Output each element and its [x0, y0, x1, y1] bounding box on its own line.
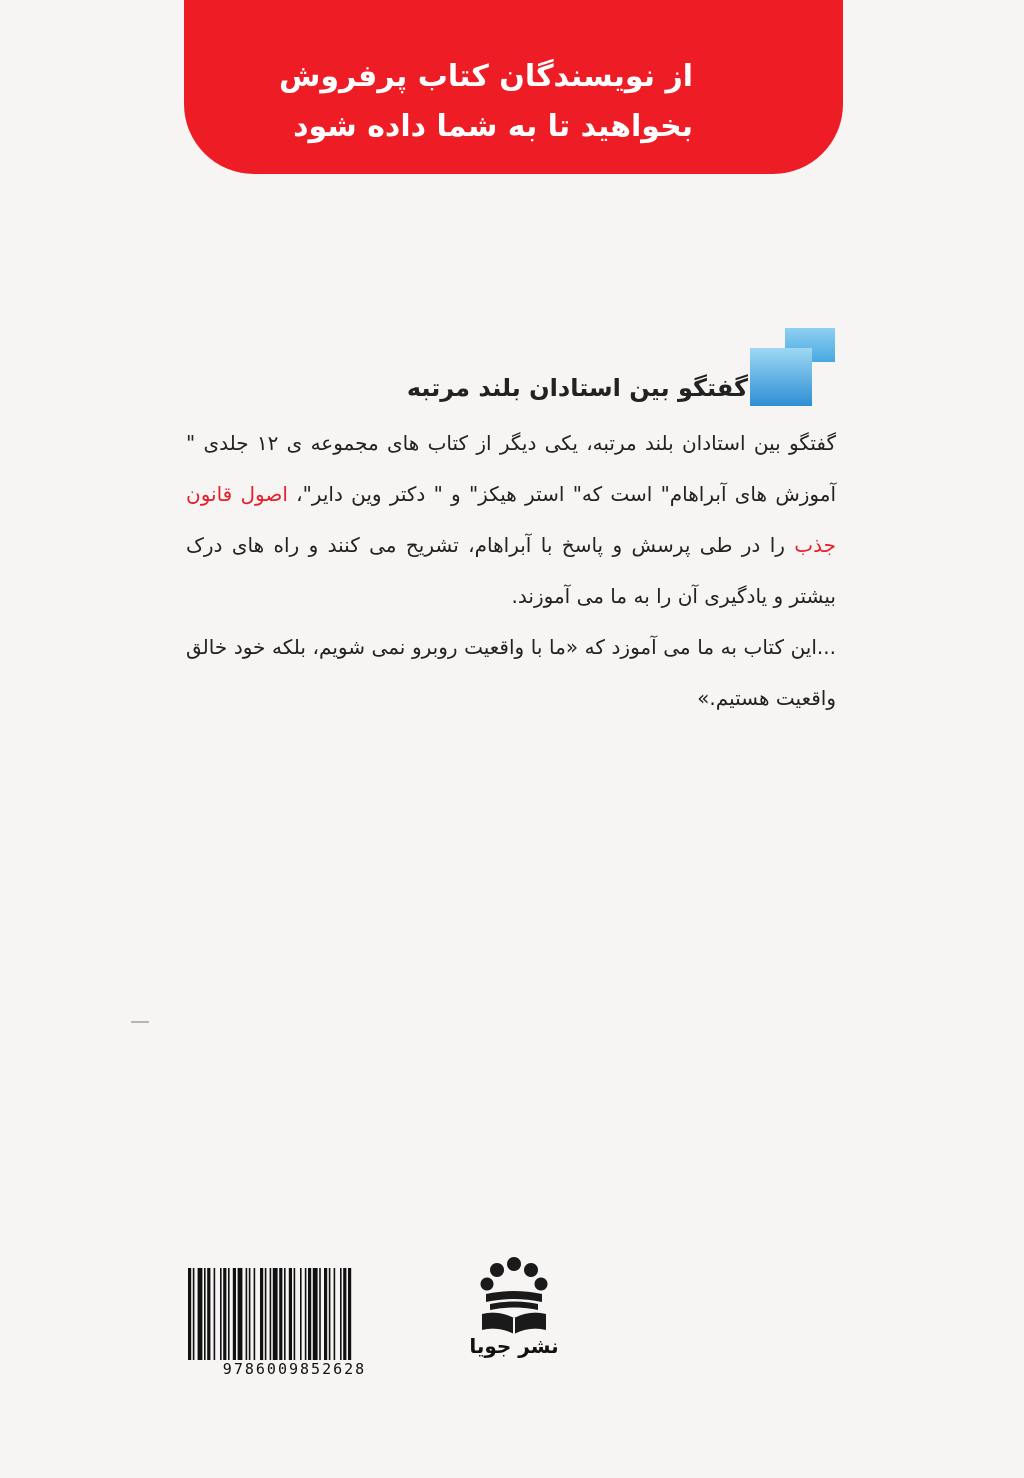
barcode-bar: [188, 1268, 191, 1360]
barcode-bar: [246, 1268, 248, 1360]
barcode-bar: [305, 1268, 307, 1360]
barcode-bar: [343, 1268, 346, 1360]
barcode-bar: [279, 1268, 282, 1360]
barcode-bar: [223, 1268, 226, 1360]
barcode-bar: [348, 1268, 351, 1360]
logo-graphic: [478, 1256, 550, 1336]
barcode-bar: [308, 1268, 311, 1360]
top-banner: [184, 0, 843, 174]
barcode-bar: [249, 1268, 251, 1360]
barcode-bar: [233, 1268, 236, 1360]
barcode-bar: [284, 1268, 286, 1360]
barcode-bar: [334, 1268, 336, 1360]
barcode-bar: [207, 1268, 210, 1360]
barcode-bar: [220, 1268, 222, 1360]
section-heading: گفتگو بین استادان بلند مرتبه: [406, 374, 748, 402]
section-body: [186, 418, 836, 724]
publisher-name: نشر جویا: [469, 1334, 559, 1358]
banner-line-1: از نویسندگان کتاب پرفروش: [278, 59, 693, 94]
barcode-bar: [319, 1268, 321, 1360]
barcode-bar: [198, 1268, 203, 1360]
paragraph-2: ...این کتاب به ما می آموزد که «ما با واقعیت روبرو نمی شویم، بلکه خود خالق واقعیت هستیم.»: [186, 635, 836, 710]
barcode-bar: [324, 1268, 327, 1360]
isbn-number: 9786009852628: [222, 1360, 367, 1378]
banner-line-2: بخواهید تا به شما داده شود: [293, 109, 693, 144]
barcode-bar: [204, 1268, 206, 1360]
publisher-logo-icon: [478, 1256, 550, 1336]
paragraph-1-end: را در طی پرسش و پاسخ با آبراهام، تشریح می کنند و راه های درک بیشتر و یادگیری آن را به ما می آموزند.: [186, 533, 836, 608]
paragraph-1: [186, 418, 836, 622]
barcode-bar: [193, 1268, 195, 1360]
barcode-bar: [260, 1268, 263, 1360]
barcode-bars: [187, 1268, 402, 1360]
barcode-bar: [340, 1268, 342, 1360]
barcode-bar: [329, 1268, 331, 1360]
barcode-bar: [300, 1268, 302, 1360]
barcode-bar: [265, 1268, 267, 1360]
barcode-bar: [313, 1268, 318, 1360]
paragraph-1-start: گفتگو بین استادان بلند مرتبه، یکی دیگر از کتاب های مجموعه ی ۱۲ جلدی " آموزش های آبراهام" است که" استر هیکز" و " دکتر وین دایر"،: [186, 431, 836, 506]
barcode-bar: [214, 1268, 216, 1360]
barcode-bar: [289, 1268, 292, 1360]
barcode: [187, 1268, 402, 1360]
highlight-text: اصول قانون جذب: [186, 482, 836, 557]
barcode-bar: [270, 1268, 272, 1360]
stray-mark: [131, 1021, 149, 1023]
barcode-bar: [238, 1268, 243, 1360]
barcode-bar: [294, 1268, 296, 1360]
barcode-bar: [254, 1268, 256, 1360]
barcode-bar: [273, 1268, 278, 1360]
description-section: [186, 370, 836, 724]
barcode-bar: [228, 1268, 230, 1360]
